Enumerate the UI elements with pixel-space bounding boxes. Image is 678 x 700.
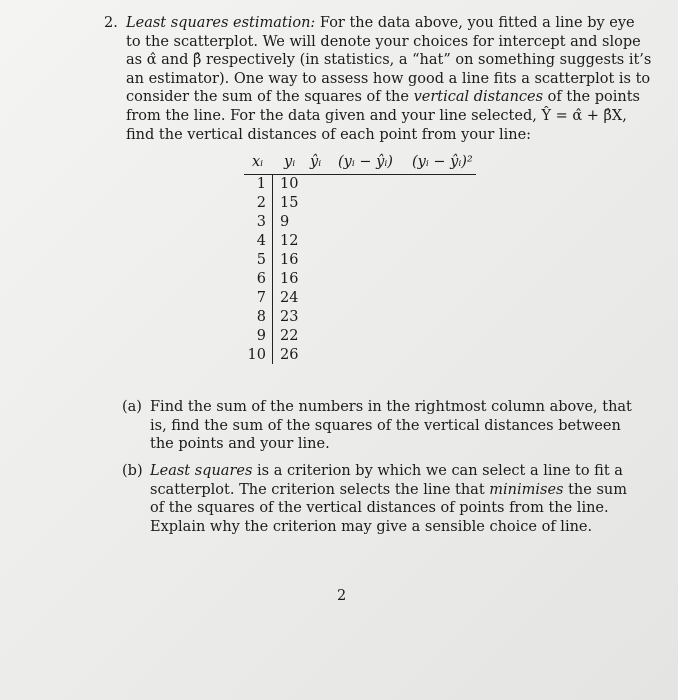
cell-x: 6	[256, 271, 266, 287]
cell-x: 9	[256, 328, 266, 344]
header-residual-squared: (yᵢ − ŷᵢ)²	[412, 154, 473, 170]
cell-x: 8	[256, 309, 266, 325]
header-residual: (yᵢ − ŷᵢ)	[338, 154, 393, 170]
part-a-label: (a)	[122, 399, 142, 415]
question-line-5: consider the sum of the squares of the vertical distances of the points	[126, 89, 640, 106]
table-divider	[272, 174, 273, 364]
cell-x: 3	[256, 214, 266, 230]
question-line-3: as α̂ and β̂ respectively (in statistics, a “hat” on something suggests it’s	[126, 52, 652, 69]
cell-y: 26	[280, 347, 299, 363]
cell-y: 12	[280, 233, 299, 249]
cell-y: 23	[280, 309, 299, 325]
emphasis-vertical-distances: vertical distances	[413, 89, 544, 106]
part-b-label: (b)	[122, 463, 143, 479]
question-line-7: find the vertical distances of each point from your line:	[126, 126, 532, 143]
emphasis-minimises: minimises	[489, 481, 564, 498]
question-line-4: an estimator). One way to assess how good a line fits a scatterplot is to	[126, 70, 651, 87]
term-least-squares: Least squares	[150, 463, 253, 479]
question-line-2: to the scatterplot. We will denote your choices for intercept and slope	[126, 33, 641, 50]
page-number: 2	[337, 588, 347, 604]
part-b-text: Least squares is a criterion by which we can select a line to fit a scatterplot. The criterion selects the line that minimises the sum of the squares of the vertical distances of points from the line. Explain why the criterion may give a sensible choice of line.	[150, 463, 627, 535]
question-number: 2.	[104, 15, 118, 31]
header-yhat: ŷᵢ	[310, 154, 322, 170]
question-line-6: from the line. For the data given and your line selected, Ŷ = α̂ + β̂X,	[126, 107, 627, 124]
header-y: yᵢ	[284, 154, 296, 170]
cell-x: 2	[256, 195, 266, 211]
table-header	[244, 154, 476, 175]
question-title: Least squares estimation:	[126, 15, 316, 31]
cell-y: 24	[280, 290, 299, 306]
cell-y: 15	[280, 195, 299, 211]
cell-y: 10	[280, 176, 299, 192]
cell-x: 5	[256, 252, 266, 268]
cell-y: 16	[280, 271, 299, 287]
cell-y: 9	[280, 214, 290, 230]
cell-y: 22	[280, 328, 299, 344]
question-text	[126, 14, 652, 144]
cell-x: 1	[256, 176, 266, 192]
question-line-1: Least squares estimation: For the data above, you fitted a line by eye	[126, 15, 635, 31]
cell-x: 10	[247, 347, 266, 363]
cell-x: 7	[256, 290, 266, 306]
cell-x: 4	[256, 233, 266, 249]
cell-y: 16	[280, 252, 299, 268]
part-a-text: Find the sum of the numbers in the rightmost column above, that is, find the sum of the squares of the vertical distances between the points and your line.	[150, 399, 632, 453]
header-x: xᵢ	[252, 154, 264, 170]
